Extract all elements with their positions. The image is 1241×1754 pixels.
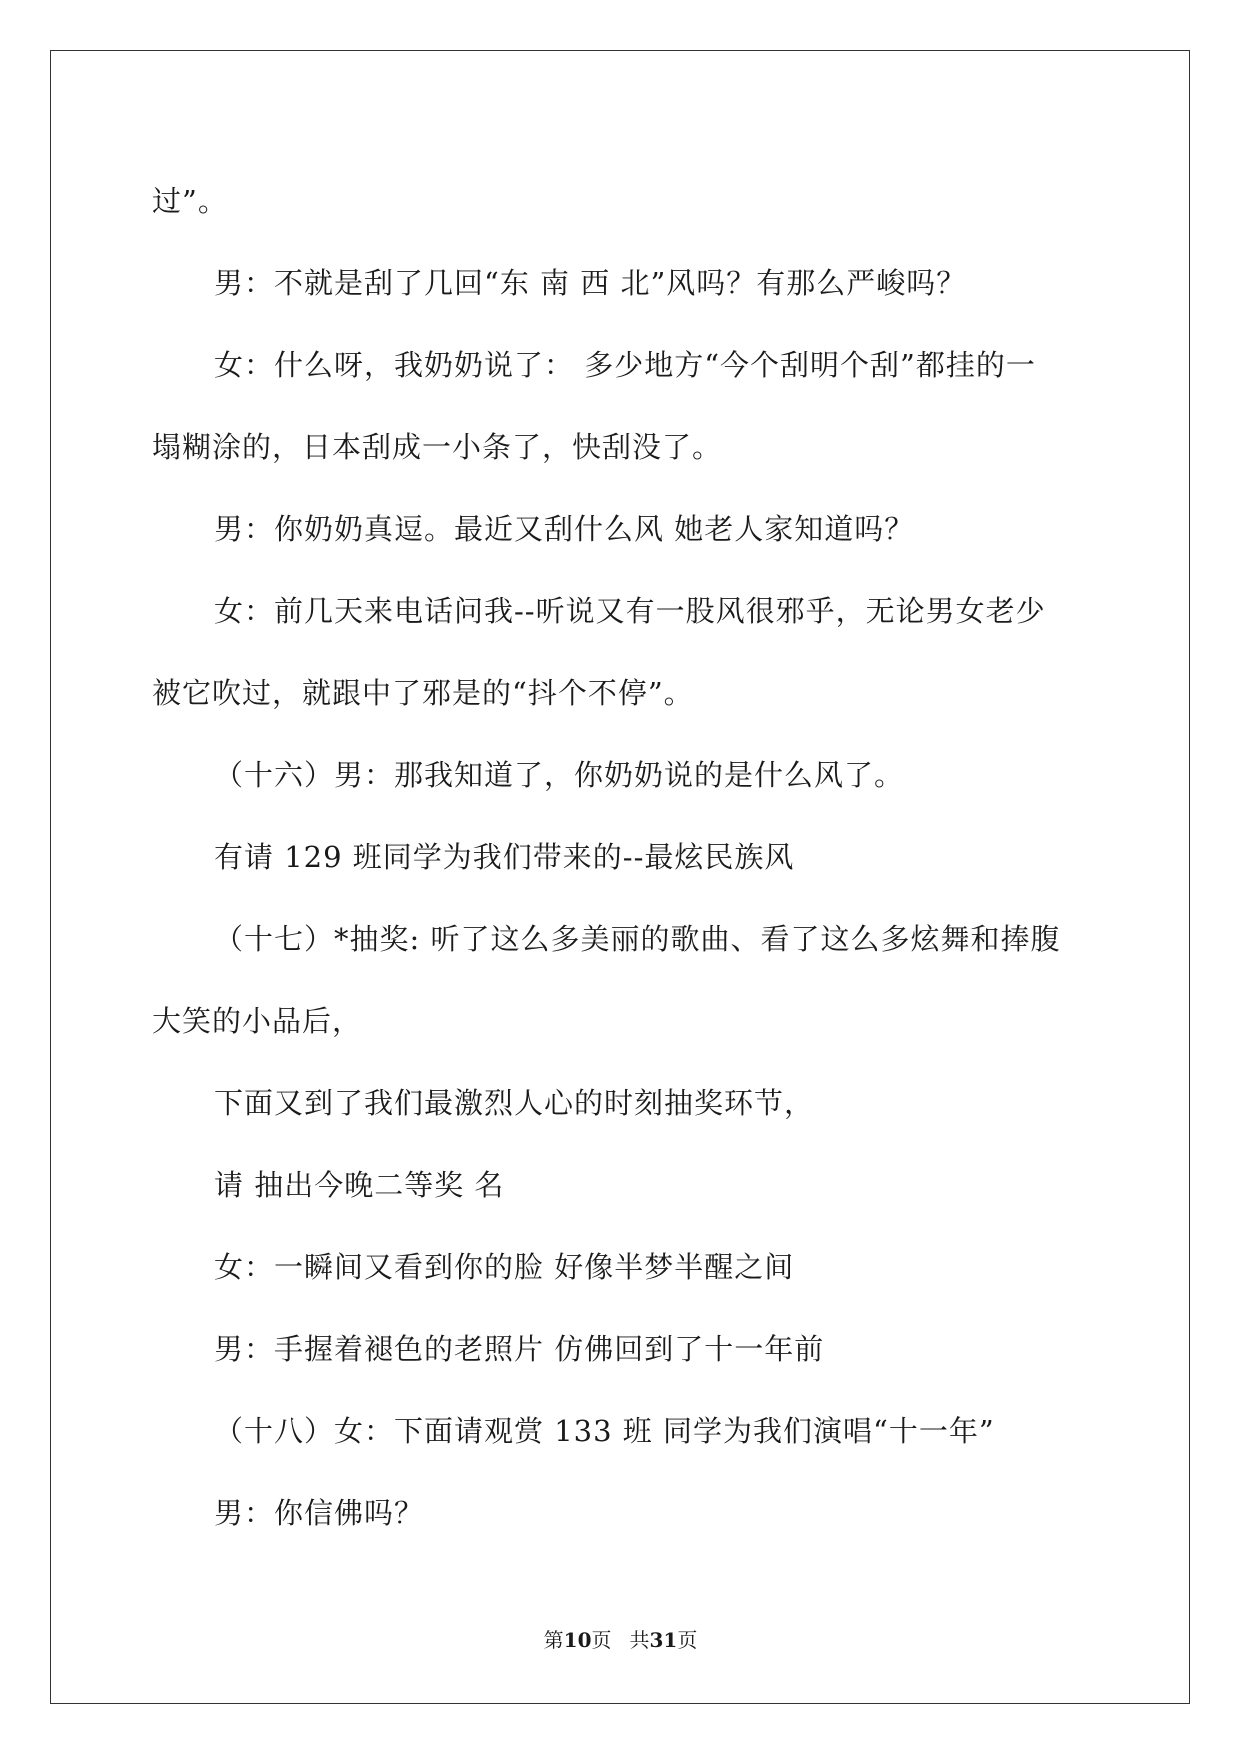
paragraph-line: 男：你奶奶真逗。最近又刮什么风 她老人家知道吗？ bbox=[214, 512, 915, 546]
page-suffix: 页 bbox=[591, 1628, 612, 1652]
page-footer bbox=[0, 1624, 1241, 1653]
paragraph-line: 塌糊涂的，日本刮成一小条了，快刮没了。 bbox=[152, 430, 723, 464]
total-pages: 31 bbox=[649, 1628, 678, 1652]
paragraph-line: 请 抽出今晚二等奖 名 bbox=[214, 1168, 505, 1202]
paragraph-line: 女：前几天来电话问我--听说又有一股风很邪乎，无论男女老少 bbox=[214, 594, 1046, 628]
paragraph-line: 男：手握着褪色的老照片 仿佛回到了十一年前 bbox=[214, 1332, 825, 1366]
paragraph-line: （十七）*抽奖: 听了这么多美丽的歌曲、看了这么多炫舞和捧腹 bbox=[214, 922, 1061, 956]
paragraph-line: 女：一瞬间又看到你的脸 好像半梦半醒之间 bbox=[214, 1250, 795, 1284]
paragraph-line: 过”。 bbox=[152, 184, 228, 218]
paragraph-line: 大笑的小品后， bbox=[152, 1004, 363, 1038]
paragraph-line: 男：不就是刮了几回“东 南 西 北”风吗？有那么严峻吗？ bbox=[214, 266, 967, 300]
page-prefix: 第 bbox=[543, 1628, 564, 1652]
paragraph-line: 女：什么呀，我奶奶说了： 多少地方“今个刮明个刮”都挂的一 bbox=[214, 348, 1036, 382]
paragraph-line: （十八）女：下面请观赏 133 班 同学为我们演唱“十一年” bbox=[214, 1414, 995, 1448]
paragraph-line: （十六）男：那我知道了，你奶奶说的是什么风了。 bbox=[214, 758, 905, 792]
total-prefix: 共 bbox=[629, 1628, 650, 1652]
total-suffix: 页 bbox=[677, 1628, 698, 1652]
paragraph-line: 下面又到了我们最激烈人心的时刻抽奖环节， bbox=[214, 1086, 815, 1120]
paragraph-line: 男：你信佛吗？ bbox=[214, 1496, 425, 1530]
paragraph-line: 有请 129 班同学为我们带来的--最炫民族风 bbox=[214, 840, 795, 874]
paragraph-line: 被它吹过，就跟中了邪是的“抖个不停”。 bbox=[152, 676, 694, 710]
document-body bbox=[152, 160, 1092, 1554]
page-number: 10 bbox=[563, 1628, 592, 1652]
